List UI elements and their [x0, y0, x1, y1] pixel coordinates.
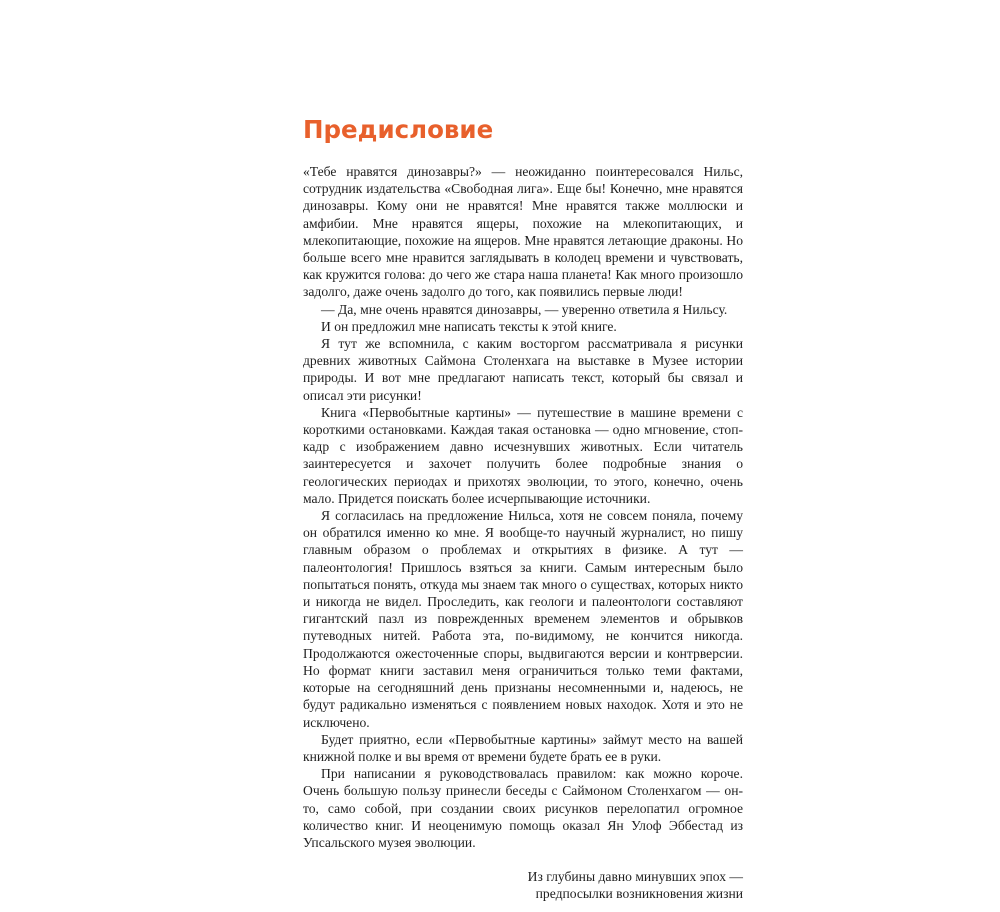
page-title: Предисловие	[303, 115, 494, 144]
paragraph-6: Я согласилась на предложение Нильса, хотя не совсем поняла, почему он обратился именно ко мне. Я вообще-то научный журналист, но пишу главным образом о проблемах и открытиях в физике. А тут — палеонтология! Пришлось взяться за книги. Самым интересным было попытаться понять, откуда мы знаем так много о существах, которых никто и никогда не видел. Проследить, как геологи и палеонтологи составляют гигантский пазл из поврежденных временем элементов и обрывков путеводных нитей. Работа эта, по-видимому, не кончится никогда. Продолжаются ожесточенные споры, выдвигаются версии и контрверсии. Но формат книги заставил меня ограничиться только теми фактами, которые на сегодняшний день признаны несомненными и, надеюсь, не будут радикально изменяться с появлением новых находок. Хотя и это не исключено.	[303, 508, 743, 730]
signature-block	[303, 868, 743, 902]
paragraph-7: Будет приятно, если «Первобытные картины» займут место на вашей книжной полке и вы время от времени будете брать ее в руки.	[303, 731, 743, 764]
signature-line-1: Из глубины давно минувших эпох —	[527, 869, 743, 885]
paragraph-5: Книга «Первобытные картины» — путешествие в машине времени с короткими остановками. Каждая такая остановка — одно мгновение, стоп-кадр с изображением давно исчезнувших животных. Если читатель заинтересуется и захочет получить более подробные знания о геологических периодах и прихотях эволюции, то этого, конечно, очень мало. Придется поискать более исчерпывающие источники.	[303, 404, 743, 506]
paragraph-8: При написании я руководствовалась правилом: как можно короче. Очень большую пользу принесли беседы с Саймоном Столенхагом — он-то, само собой, при создании своих рисунков перелопатил огромное количество книг. И неоценимую помощь оказал Ян Улоф Эббестад из Упсальского музея эволюции.	[303, 766, 743, 850]
signature-line-2: предпосылки возникновения жизни	[535, 886, 743, 902]
preface-section	[303, 114, 743, 903]
paragraph-4: Я тут же вспомнила, с каким восторгом рассматривала я рисунки древних животных Саймона Столенхага на выставке в Музее истории природы. И вот мне предлагают написать текст, который бы связал и описал эти рисунки!	[303, 336, 743, 403]
paragraph-1: «Тебе нравятся динозавры?» — неожиданно поинтересовался Нильс, сотрудник издательства «Свободная лига». Еще бы! Конечно, мне нравятся динозавры. Кому они не нравятся! Мне нравятся также моллюски и амфибии. Мне нравятся ящеры, похожие на млекопитающих, и млекопитающие, похожие на ящеров. Мне нравятся летающие драконы. Но больше всего мне нравится заглядывать в колодец времени и чувствовать, как кружится голова: до чего же стара наша планета! Как много произошло задолго, даже очень задолго до того, как появились первые люди!	[303, 164, 743, 300]
paragraph-2: — Да, мне очень нравятся динозавры, — уверенно ответила я Нильсу.	[321, 301, 728, 317]
paragraph-3: И он предложил мне написать тексты к этой книге.	[321, 318, 617, 334]
